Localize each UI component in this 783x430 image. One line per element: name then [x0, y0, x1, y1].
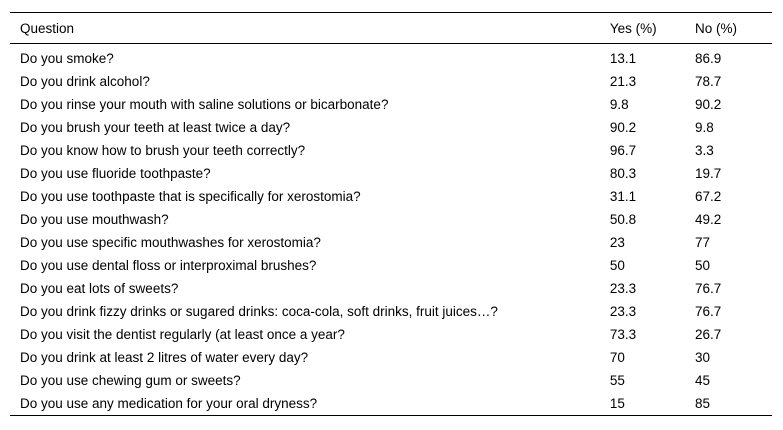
survey-table	[10, 12, 772, 416]
table-row	[10, 162, 772, 185]
table-row	[10, 116, 772, 139]
cell-question: Do you use dental floss or interproximal brushes?	[20, 258, 317, 273]
header-no: No (%)	[685, 13, 772, 44]
cell-question: Do you use fluoride toothpaste?	[20, 166, 211, 181]
cell-yes: 90.2	[609, 120, 637, 135]
cell-yes: 23.3	[609, 281, 637, 296]
table-row	[10, 300, 772, 323]
cell-yes: 23.3	[609, 304, 637, 319]
cell-no: 50	[695, 258, 711, 273]
table-row	[10, 185, 772, 208]
table-row	[10, 392, 772, 416]
cell-yes: 70	[609, 350, 625, 365]
cell-question: Do you visit the dentist regularly (at least once a year?	[20, 327, 345, 342]
cell-question: Do you drink alcohol?	[20, 74, 150, 89]
table-row	[10, 369, 772, 392]
table-row	[10, 254, 772, 277]
cell-question: Do you smoke?	[20, 51, 114, 66]
cell-no: 3.3	[695, 143, 714, 158]
cell-no: 30	[695, 350, 711, 365]
cell-yes: 73.3	[609, 327, 637, 342]
cell-yes: 31.1	[609, 189, 637, 204]
cell-yes: 21.3	[609, 74, 637, 89]
cell-question: Do you eat lots of sweets?	[20, 281, 179, 296]
cell-question: Do you use specific mouthwashes for xerostomia?	[20, 235, 321, 250]
cell-question: Do you drink fizzy drinks or sugared drinks: coca-cola, soft drinks, fruit juices…?	[20, 304, 498, 319]
cell-yes: 96.7	[609, 143, 637, 158]
cell-question: Do you know how to brush your teeth correctly?	[20, 143, 306, 158]
cell-question: Do you use toothpaste that is specifically for xerostomia?	[20, 189, 361, 204]
cell-question: Do you use chewing gum or sweets?	[20, 373, 241, 388]
cell-yes: 13.1	[609, 51, 637, 66]
table-row	[10, 139, 772, 162]
cell-no: 49.2	[695, 212, 722, 227]
cell-yes: 80.3	[609, 166, 637, 181]
header-row	[10, 13, 772, 44]
cell-no: 67.2	[695, 189, 722, 204]
cell-question: Do you use any medication for your oral dryness?	[10, 392, 600, 416]
cell-question: Do you use mouthwash?	[20, 212, 169, 227]
cell-no: 9.8	[695, 120, 714, 135]
table-row	[10, 346, 772, 369]
cell-no: 78.7	[695, 74, 722, 89]
cell-yes: 55	[609, 373, 625, 388]
cell-no: 26.7	[695, 327, 722, 342]
cell-no: 19.7	[695, 166, 722, 181]
table-row	[10, 208, 772, 231]
cell-question: Do you drink at least 2 litres of water every day?	[20, 350, 309, 365]
table-row	[10, 231, 772, 254]
cell-no: 90.2	[695, 97, 722, 112]
cell-yes: 9.8	[609, 97, 629, 112]
table-body	[10, 44, 772, 416]
cell-no: 76.7	[695, 281, 722, 296]
cell-yes: 23	[609, 235, 625, 250]
cell-yes: 15	[600, 392, 685, 416]
table-row	[10, 44, 772, 71]
table-header	[10, 13, 772, 44]
survey-table-container	[10, 12, 772, 416]
cell-question: Do you rinse your mouth with saline solutions or bicarbonate?	[20, 97, 389, 112]
table-row	[10, 70, 772, 93]
cell-question: Do you brush your teeth at least twice a day?	[20, 120, 291, 135]
cell-no: 45	[695, 373, 711, 388]
cell-no: 86.9	[695, 51, 722, 66]
cell-no: 85	[685, 392, 772, 416]
header-question: Question	[10, 13, 600, 44]
table-row	[10, 323, 772, 346]
table-row	[10, 93, 772, 116]
cell-no: 77	[695, 235, 711, 250]
cell-no: 76.7	[695, 304, 722, 319]
table-row	[10, 277, 772, 300]
cell-yes: 50	[609, 258, 625, 273]
header-yes: Yes (%)	[600, 13, 685, 44]
cell-yes: 50.8	[609, 212, 637, 227]
